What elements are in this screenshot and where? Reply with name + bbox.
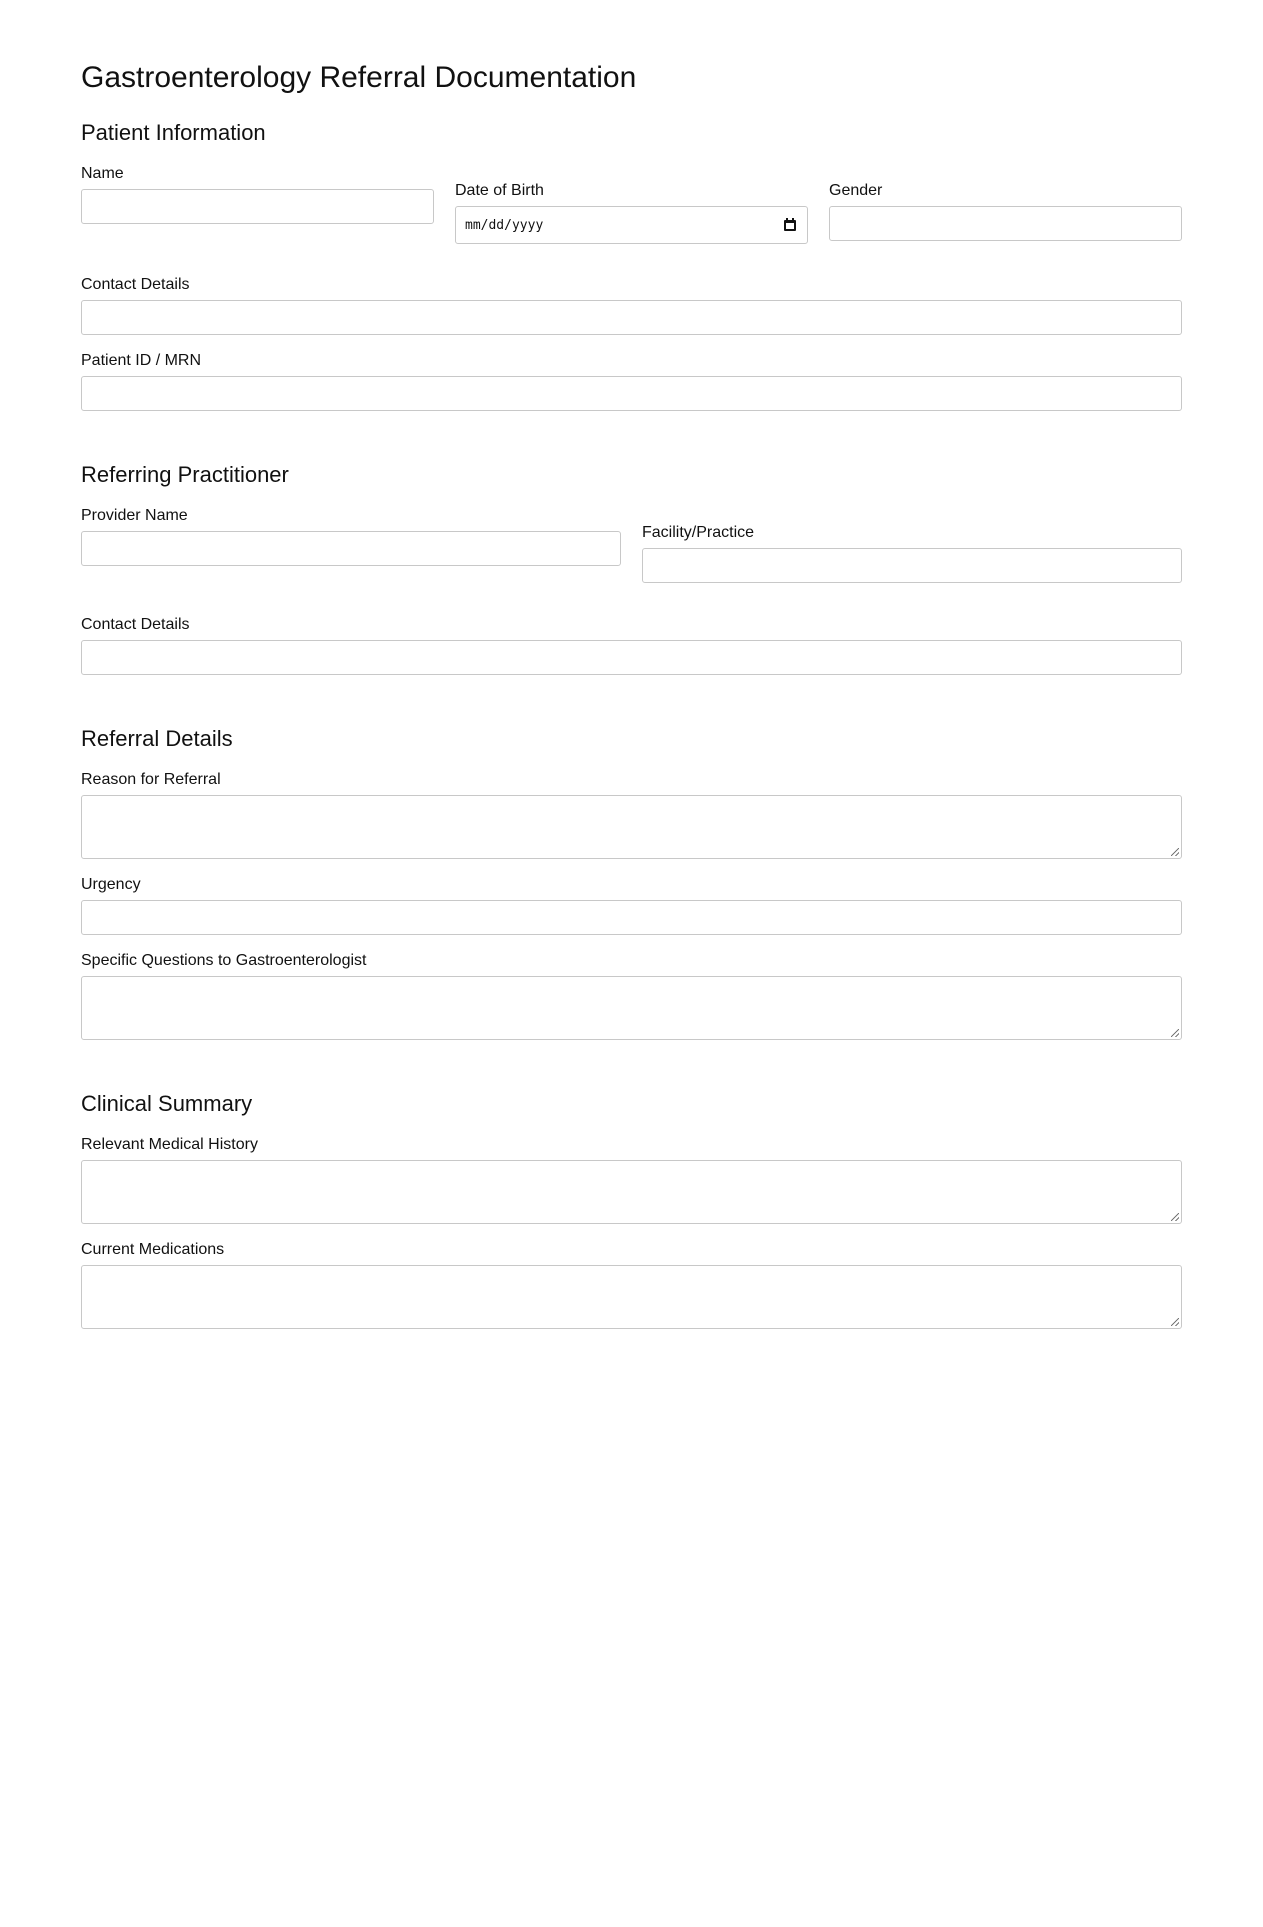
section-referring-practitioner: [81, 462, 1182, 675]
calendar-icon[interactable]: [783, 218, 797, 232]
medical-history-textarea[interactable]: [81, 1160, 1182, 1224]
questions-label: Specific Questions to Gastroenterologist: [81, 952, 367, 969]
reason-label: Reason for Referral: [81, 771, 221, 788]
provider-name-label: Provider Name: [81, 507, 188, 524]
section-heading-patient-information: Patient Information: [81, 120, 266, 145]
gender-input[interactable]: [829, 206, 1182, 241]
referral-form: [81, 0, 1182, 1329]
practitioner-row: [81, 507, 1182, 583]
medical-history-label: Relevant Medical History: [81, 1136, 258, 1153]
section-patient-information: [81, 120, 1182, 411]
patient-id-input[interactable]: [81, 376, 1182, 411]
medications-textarea[interactable]: [81, 1265, 1182, 1329]
patient-row: [81, 165, 1182, 244]
name-input[interactable]: [81, 189, 434, 224]
section-clinical-summary: [81, 1091, 1182, 1329]
questions-textarea[interactable]: [81, 976, 1182, 1040]
field-practitioner-contact: [81, 616, 1182, 675]
dob-label: Date of Birth: [455, 182, 544, 199]
medications-label: Current Medications: [81, 1241, 225, 1258]
page-title: Gastroenterology Referral Documentation: [81, 61, 637, 94]
urgency-input[interactable]: [81, 900, 1182, 935]
field-gender: [829, 182, 1182, 241]
section-heading-clinical-summary: Clinical Summary: [81, 1091, 253, 1116]
field-name: [81, 165, 434, 224]
gender-label: Gender: [829, 182, 883, 199]
field-urgency: [81, 876, 1182, 935]
field-reason: [81, 771, 1182, 859]
resize-grip-icon[interactable]: [1171, 848, 1179, 856]
name-label: Name: [81, 165, 124, 182]
resize-grip-icon[interactable]: [1171, 1318, 1179, 1326]
section-heading-referral-details: Referral Details: [81, 726, 233, 751]
provider-name-input[interactable]: [81, 531, 621, 566]
field-medical-history: [81, 1136, 1182, 1224]
resize-grip-icon[interactable]: [1171, 1029, 1179, 1037]
resize-grip-icon[interactable]: [1171, 1213, 1179, 1221]
practitioner-contact-input[interactable]: [81, 640, 1182, 675]
field-patient-id: [81, 352, 1182, 411]
patient-id-label: Patient ID / MRN: [81, 352, 202, 369]
patient-contact-label: Contact Details: [81, 276, 190, 293]
section-referral-details: [81, 726, 1182, 1040]
patient-contact-input[interactable]: [81, 300, 1182, 335]
urgency-label: Urgency: [81, 876, 141, 893]
field-dob: [455, 182, 808, 244]
practitioner-contact-label: Contact Details: [81, 616, 190, 633]
field-facility: [642, 524, 1182, 583]
dob-placeholder: mm/dd/yyyy: [465, 217, 544, 233]
dob-input[interactable]: [455, 206, 808, 244]
reason-textarea[interactable]: [81, 795, 1182, 859]
facility-input[interactable]: [642, 548, 1182, 583]
field-questions: [81, 952, 1182, 1040]
field-patient-contact: [81, 276, 1182, 335]
field-provider-name: [81, 507, 621, 566]
field-medications: [81, 1241, 1182, 1329]
facility-label: Facility/Practice: [642, 524, 755, 541]
section-heading-referring-practitioner: Referring Practitioner: [81, 462, 289, 487]
